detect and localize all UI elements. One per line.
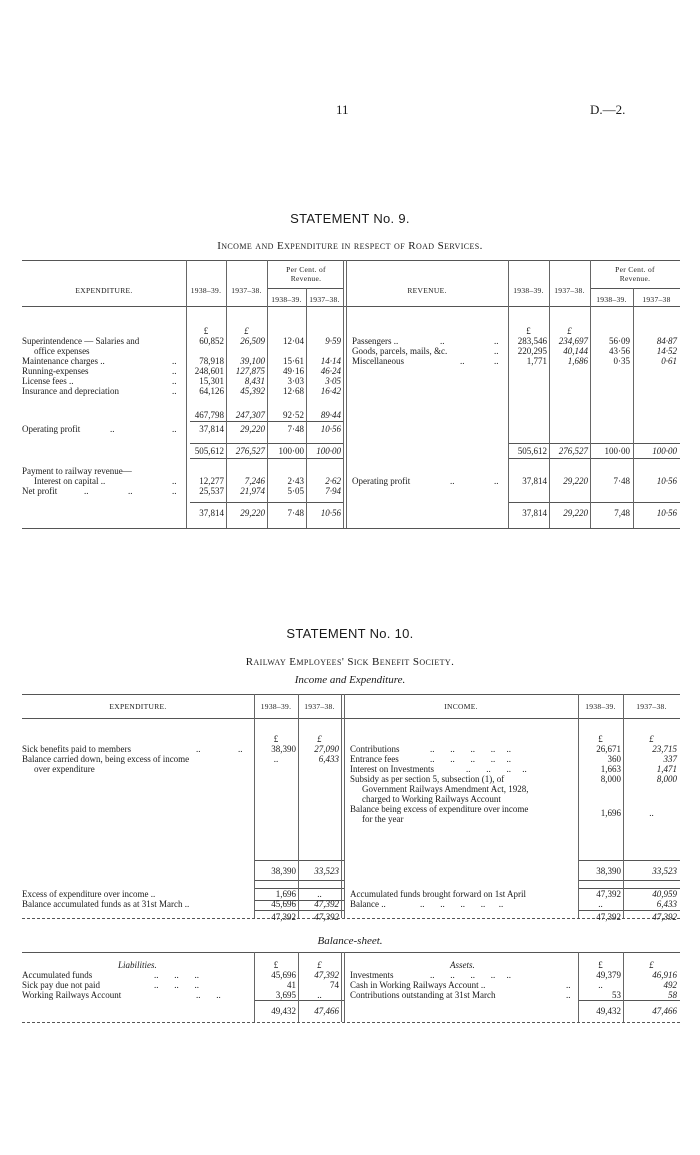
s9-exp-v2: 8,431	[244, 376, 265, 386]
s9-exp-label: Insurance and depreciation	[22, 386, 119, 396]
s10-inc-total2-v2: 47,392	[652, 912, 677, 922]
s9-total-v1: 505,612	[194, 446, 224, 456]
s9-exp-label: office expenses	[34, 346, 90, 356]
s9-rev-total-p1: 100·00	[604, 446, 630, 456]
s10-exp2-v1: 1,696	[275, 889, 296, 899]
asset-v1: ..	[598, 980, 603, 990]
liability-v2: ..	[317, 990, 322, 1000]
pound-sign: £	[567, 326, 572, 336]
s9-total2-p1: 7·48	[287, 508, 304, 518]
s9-rev-p2: 0·61	[661, 356, 677, 366]
s10-inc-v1: 1,663	[600, 764, 621, 774]
s9-header-rev-pct-year1: 1938–39.	[596, 295, 627, 304]
s10-inc-label: Government Railways Amendment Act, 1928,	[362, 784, 529, 794]
s9-exp-v2: 45,392	[240, 386, 265, 396]
statement-9-subtitle: Income and Expenditure in respect of Road Services.	[217, 240, 483, 252]
s10-exp-label: Sick benefits paid to members	[22, 744, 131, 754]
s9-header-year1: 1938–39.	[190, 286, 222, 295]
s10-inc-total-v2: 33,523	[652, 866, 677, 876]
s9-header-pct-year2: 1937–38.	[309, 295, 340, 304]
s9-exp-v2: 127,875	[235, 366, 265, 376]
s9-exp-p2: 16·42	[320, 386, 341, 396]
page-number: 11	[336, 102, 349, 117]
s9-rev-op-v2: 29,220	[563, 476, 588, 486]
s10-exp2-v2: 47,392	[314, 899, 339, 909]
s9-operating-profit-p1: 7·48	[287, 424, 304, 434]
s10-exp-label: Balance carried down, being excess of income	[22, 754, 190, 764]
s10-exp-v1: ..	[273, 754, 279, 764]
s9-exp-p2: 9·59	[325, 336, 341, 346]
s10-exp-v2: 27,090	[314, 744, 339, 754]
s9-rev-p1: 43·56	[609, 346, 630, 356]
s9-rev-label: Miscellaneous	[352, 356, 404, 366]
liability-v2: 74	[330, 980, 339, 990]
asset-v1: 53	[612, 990, 621, 1000]
s10-header-income: INCOME.	[444, 702, 478, 711]
s9-rev-total2-p1: 7,48	[614, 508, 630, 518]
pound-sign: £	[273, 734, 279, 744]
s9-exp-label: Maintenance charges ..	[22, 356, 105, 366]
s9-rev-p1: 0·35	[613, 356, 630, 366]
s9-exp-v2: 39,100	[240, 356, 265, 366]
s9-operating-profit-v1: 37,814	[199, 424, 224, 434]
s10-inc2-v1: ..	[598, 899, 603, 909]
liabilities-heading: Liabilities.	[118, 960, 157, 970]
s9-exp-p1: 12·68	[283, 386, 304, 396]
bs-asset-total-v2: 47,466	[652, 1006, 677, 1016]
s10-total-v1: 38,390	[271, 866, 296, 876]
s9-rev-op-p2: 10·56	[656, 476, 677, 486]
s10-inc2-label: Accumulated funds brought forward on 1st April	[350, 889, 526, 899]
liability-label: Accumulated funds	[22, 970, 93, 980]
s9-interest-label: Interest on capital ..	[34, 476, 106, 486]
s9-net-profit-label: Net profit	[22, 486, 58, 496]
pound-sign: £	[649, 960, 654, 970]
liability-label: Working Railways Account	[22, 990, 122, 1000]
s9-net-profit-v2: 21,974	[240, 486, 265, 496]
pound-sign: £	[598, 734, 603, 744]
s9-total-v2: 276,527	[235, 446, 265, 456]
pound-sign: £	[598, 960, 603, 970]
s9-interest-v2: 7,246	[244, 476, 265, 486]
assets-heading: Assets.	[450, 960, 475, 970]
statement-10-subtitle: Railway Employees' Sick Benefit Society.	[245, 656, 455, 668]
s10-inc-v1: 1,696	[600, 808, 621, 818]
s9-exp-v1: 15,301	[199, 376, 224, 386]
s10-inc-label: Entrance fees	[350, 754, 399, 764]
s10-total-v2: 33,523	[314, 866, 339, 876]
s9-rev-total2-p2: 10·56	[656, 508, 677, 518]
s10-header-inc-year2: 1937–38.	[636, 702, 667, 711]
s9-rev-op-v1: 37,814	[522, 476, 547, 486]
s9-subtotal-p1: 92·52	[283, 410, 304, 420]
s10-inc-label: Interest on Investments	[350, 764, 434, 774]
s9-total2-v1: 37,814	[199, 508, 224, 518]
s10-inc-v1: 26,671	[596, 744, 621, 754]
s9-exp-p1: 12·04	[283, 336, 304, 346]
s9-header-year2: 1937–38.	[231, 286, 262, 295]
pound-sign: £	[203, 326, 209, 336]
s9-header-rev-year2: 1937–38.	[554, 286, 585, 295]
s9-header-rev-percent: Per Cent. of Revenue.	[615, 265, 655, 283]
pound-sign: £	[526, 326, 531, 336]
pound-sign: £	[244, 326, 249, 336]
s9-rev-label: Goods, parcels, mails, &c.	[352, 346, 448, 356]
s9-interest-p1: 2·43	[287, 476, 304, 486]
liability-v1: 41	[287, 980, 296, 990]
s9-rev-label: Passengers ..	[352, 336, 399, 346]
s10-inc-total2-v1: 47,392	[596, 912, 621, 922]
s9-subtotal-v2: 247,307	[235, 410, 265, 420]
balance-sheet-table: Liabilities. Assets. £ £ £ £ Accumulated funds .. .. .. 45,696 47,392 Sick pay due not paid .. .. .. 41 74 Working Railways Account .. .. 3,695 .. Investments .. .. .. .. .. 49,379 46,916 Cash in Working Railways Account .. .. .. 492 Contributions outstanding at 31st March .. 53 58 49,432 47,466 49,432 47,466	[0, 0, 700, 1030]
s10-exp2-label: Excess of expenditure over income ..	[22, 889, 156, 899]
s9-net-profit-p2: 7·94	[325, 486, 341, 496]
liability-v2: 47,392	[314, 970, 339, 980]
asset-label: Cash in Working Railways Account ..	[350, 980, 486, 990]
s10-inc2-v1: 47,392	[596, 889, 621, 899]
s10-inc-v2: 8,000	[656, 774, 677, 784]
asset-v2: 492	[663, 980, 677, 990]
s10-header-year1: 1938–39.	[260, 702, 292, 711]
s9-operating-profit-v2: 29,220	[240, 424, 265, 434]
s9-operating-profit-p2: 10·56	[320, 424, 341, 434]
s9-rev-p2: 14·52	[656, 346, 677, 356]
s10-inc-v2: 337	[663, 754, 677, 764]
s9-header-revenue: REVENUE.	[407, 286, 447, 295]
s10-total2-v2: 47,392	[314, 912, 339, 922]
liability-v1: 3,695	[275, 990, 296, 1000]
statement-10-table: EXPENDITURE. 1938–39. 1937–38. INCOME. 1938–39. 1937–38. £ £ £ £ Sick benefits paid to members .. .. 38,390 27,090 Balance carried down, being excess of income .. 6,433 over expenditure Contributions .. .. .. .. .. 26,671 23,715 Entrance fees .. .. .. .. .. 360 337 Interest on Investments .. .. .. .. 1,663 1,471 Subsidy as per section 5, subsection (1), of 8,000 8,000 Government Railways Amendment Act, 1928, charged to Working Railways Account Balance being excess of expenditure over income 1,696 .. for the year 38,390 33,523 38,390 33,523 Excess of expenditure over income .. 1,696 .. Balance accumulated funds as at 31st March .. 45,696 47,392 Accumulated funds brought forward on 1st April 47,392 40,959 Balance .. .. .. .. .. .. .. 6,433	[0, 0, 700, 930]
s9-rev-v2: 1,686	[567, 356, 588, 366]
s10-inc-total-v1: 38,390	[596, 866, 621, 876]
s10-inc-label: Balance being excess of expenditure over income	[350, 804, 529, 814]
s9-interest-v1: 12,277	[199, 476, 224, 486]
s9-exp-label: Running-expenses	[22, 366, 89, 376]
s10-inc-v2: 1,471	[656, 764, 677, 774]
s10-header-year2: 1937–38.	[304, 702, 335, 711]
liability-label: Sick pay due not paid	[22, 980, 100, 990]
s9-exp-p2: 46·24	[320, 366, 341, 376]
s9-exp-v1: 60,852	[199, 336, 224, 346]
s9-interest-p2: 2·62	[325, 476, 341, 486]
s10-inc-v1: 360	[607, 754, 621, 764]
s10-exp2-v1: 45,696	[271, 899, 296, 909]
s9-rev-v1: 283,546	[517, 336, 547, 346]
pound-sign: £	[273, 960, 279, 970]
statement-9-title: STATEMENT No. 9.	[290, 211, 410, 226]
s9-rev-total2-v1: 37,814	[522, 508, 547, 518]
s10-inc-v2: ..	[649, 808, 654, 818]
s10-inc-label: Subsidy as per section 5, subsection (1), of	[350, 774, 505, 784]
s9-rev-total2-v2: 29,220	[563, 508, 588, 518]
s9-rev-total-v1: 505,612	[517, 446, 547, 456]
s9-payment-label: Payment to railway revenue—	[22, 466, 132, 476]
s9-exp-p1: 3·03	[287, 376, 304, 386]
s9-header-rev-year1: 1938–39.	[513, 286, 544, 295]
pound-sign: £	[317, 734, 322, 744]
s9-rev-p1: 56·09	[609, 336, 630, 346]
s9-net-profit-v1: 25,537	[199, 486, 224, 496]
s10-inc2-v2: 6,433	[656, 899, 677, 909]
s9-exp-label: License fees ..	[22, 376, 74, 386]
s9-header-expenditure: EXPENDITURE.	[75, 286, 133, 295]
pound-sign: £	[317, 960, 322, 970]
balance-sheet-caption: Balance-sheet.	[317, 935, 383, 947]
s9-rev-op-p1: 7·48	[613, 476, 630, 486]
s9-header-rev-pct-year2: 1937–38	[642, 295, 671, 304]
s9-subtotal-v1: 467,798	[194, 410, 224, 420]
s9-header-pct-year1: 1938–39.	[271, 295, 302, 304]
s9-total2-v2: 29,220	[240, 508, 265, 518]
bs-total-v2: 47,466	[314, 1006, 339, 1016]
s10-inc-label: charged to Working Railways Account	[362, 794, 501, 804]
liability-v1: 45,696	[271, 970, 296, 980]
s9-total-p2: 100·00	[316, 446, 341, 456]
s9-rev-v2: 40,144	[563, 346, 588, 356]
s9-exp-p2: 3·05	[325, 376, 341, 386]
s9-exp-p1: 15·61	[283, 356, 304, 366]
s9-rev-v1: 220,295	[517, 346, 547, 356]
s9-rev-total-p2: 100·00	[652, 446, 677, 456]
bs-total-v1: 49,432	[271, 1006, 296, 1016]
s9-exp-v1: 248,601	[194, 366, 224, 376]
s9-total-p1: 100·00	[278, 446, 304, 456]
statement-10-title: STATEMENT No. 10.	[286, 626, 414, 641]
asset-v2: 58	[668, 990, 677, 1000]
document-reference: D.—2.	[590, 102, 626, 117]
s10-inc-label: Contributions	[350, 744, 400, 754]
statement-10-caption: Income and Expenditure.	[294, 674, 406, 686]
s9-exp-v1: 64,126	[199, 386, 224, 396]
s9-exp-v1: 78,918	[199, 356, 224, 366]
s9-operating-profit-label: Operating profit	[22, 424, 81, 434]
s9-exp-p1: 49·16	[283, 366, 304, 376]
s9-total2-p2: 10·56	[320, 508, 341, 518]
s9-rev-total-v2: 276,527	[558, 446, 588, 456]
s10-inc-v2: 23,715	[652, 744, 677, 754]
s9-rev-v1: 1,771	[526, 356, 547, 366]
s10-exp-v1: 38,390	[271, 744, 296, 754]
s10-exp2-v2: ..	[317, 889, 322, 899]
pound-sign: £	[649, 734, 654, 744]
s10-inc2-label: Balance ..	[350, 899, 386, 909]
asset-label: Contributions outstanding at 31st March	[350, 990, 496, 1000]
asset-v1: 49,379	[596, 970, 621, 980]
s10-total2-v1: 47,392	[271, 912, 296, 922]
s9-exp-label: Superintendence — Salaries and	[22, 336, 140, 346]
statement-9-table: EXPENDITURE. 1938–39. 1937–38. Per Cent. of Revenue. 1938–39. 1937–38. REVENUE. 1938–39. 1937–38. Per Cent. of Revenue. 1938–39. 1937–38 £ £ £ £ Superintendence — Salaries and 60,852 26,509 12·04 9·59 office expenses Maintenance charges .. .. 78,918 39,100 15·61 14·14 Running-expenses .. 248,601 127,875 49·16 46·24 License fees .. .. 15,301 8,431 3·03 3·05 Insurance and depreciation .. 64,126 45,392 12·68 16·42 467,798 247,307 92·52 89·44 Operating profit .. .. 37,814 29,220 7·48 10·56 505,612 276,527 100·00 100·00 Payment to railway revenue— Interest on capital .. .. 12,277 7,246 2·43 2·62 Net profit .. .. .. 25,537 21,974 5·05 7·94 37,814 29,220 7·48 10·56 Passengers .. .. .. 283,546 234,697 56·09 84·87 Goods, parcels, mails, &c. .. 220,295 40,144 43·56 14·52 Miscellaneous .. .. 1,771 1,686 0·35 0·61 505,612 276,527 100·00 100·00 Operating profit .. .. 37,814 29,220 7·48 10·56 37,814 29,220 7,48 10·56	[0, 0, 700, 540]
bs-asset-total-v1: 49,432	[596, 1006, 621, 1016]
s9-exp-p2: 14·14	[320, 356, 341, 366]
s10-exp-v2: 6,433	[318, 754, 339, 764]
s9-rev-p2: 84·87	[656, 336, 677, 346]
s9-subtotal-p2: 89·44	[320, 410, 341, 420]
s9-rev-op-label: Operating profit	[352, 476, 411, 486]
s10-header-expenditure: EXPENDITURE.	[109, 702, 167, 711]
s9-net-profit-p1: 5·05	[287, 486, 304, 496]
s10-inc-label: for the year	[362, 814, 404, 824]
s9-header-percent: Per Cent. of Revenue.	[286, 265, 326, 283]
s10-inc-v1: 8,000	[600, 774, 621, 784]
s9-exp-v2: 26,509	[240, 336, 265, 346]
s10-exp-label: over expenditure	[34, 764, 95, 774]
s10-inc2-v2: 40,959	[652, 889, 677, 899]
asset-v2: 46,916	[652, 970, 677, 980]
asset-label: Investments	[350, 970, 394, 980]
s10-header-inc-year1: 1938–39.	[585, 702, 616, 711]
s10-exp2-label: Balance accumulated funds as at 31st March ..	[22, 899, 190, 909]
s9-rev-v2: 234,697	[558, 336, 588, 346]
